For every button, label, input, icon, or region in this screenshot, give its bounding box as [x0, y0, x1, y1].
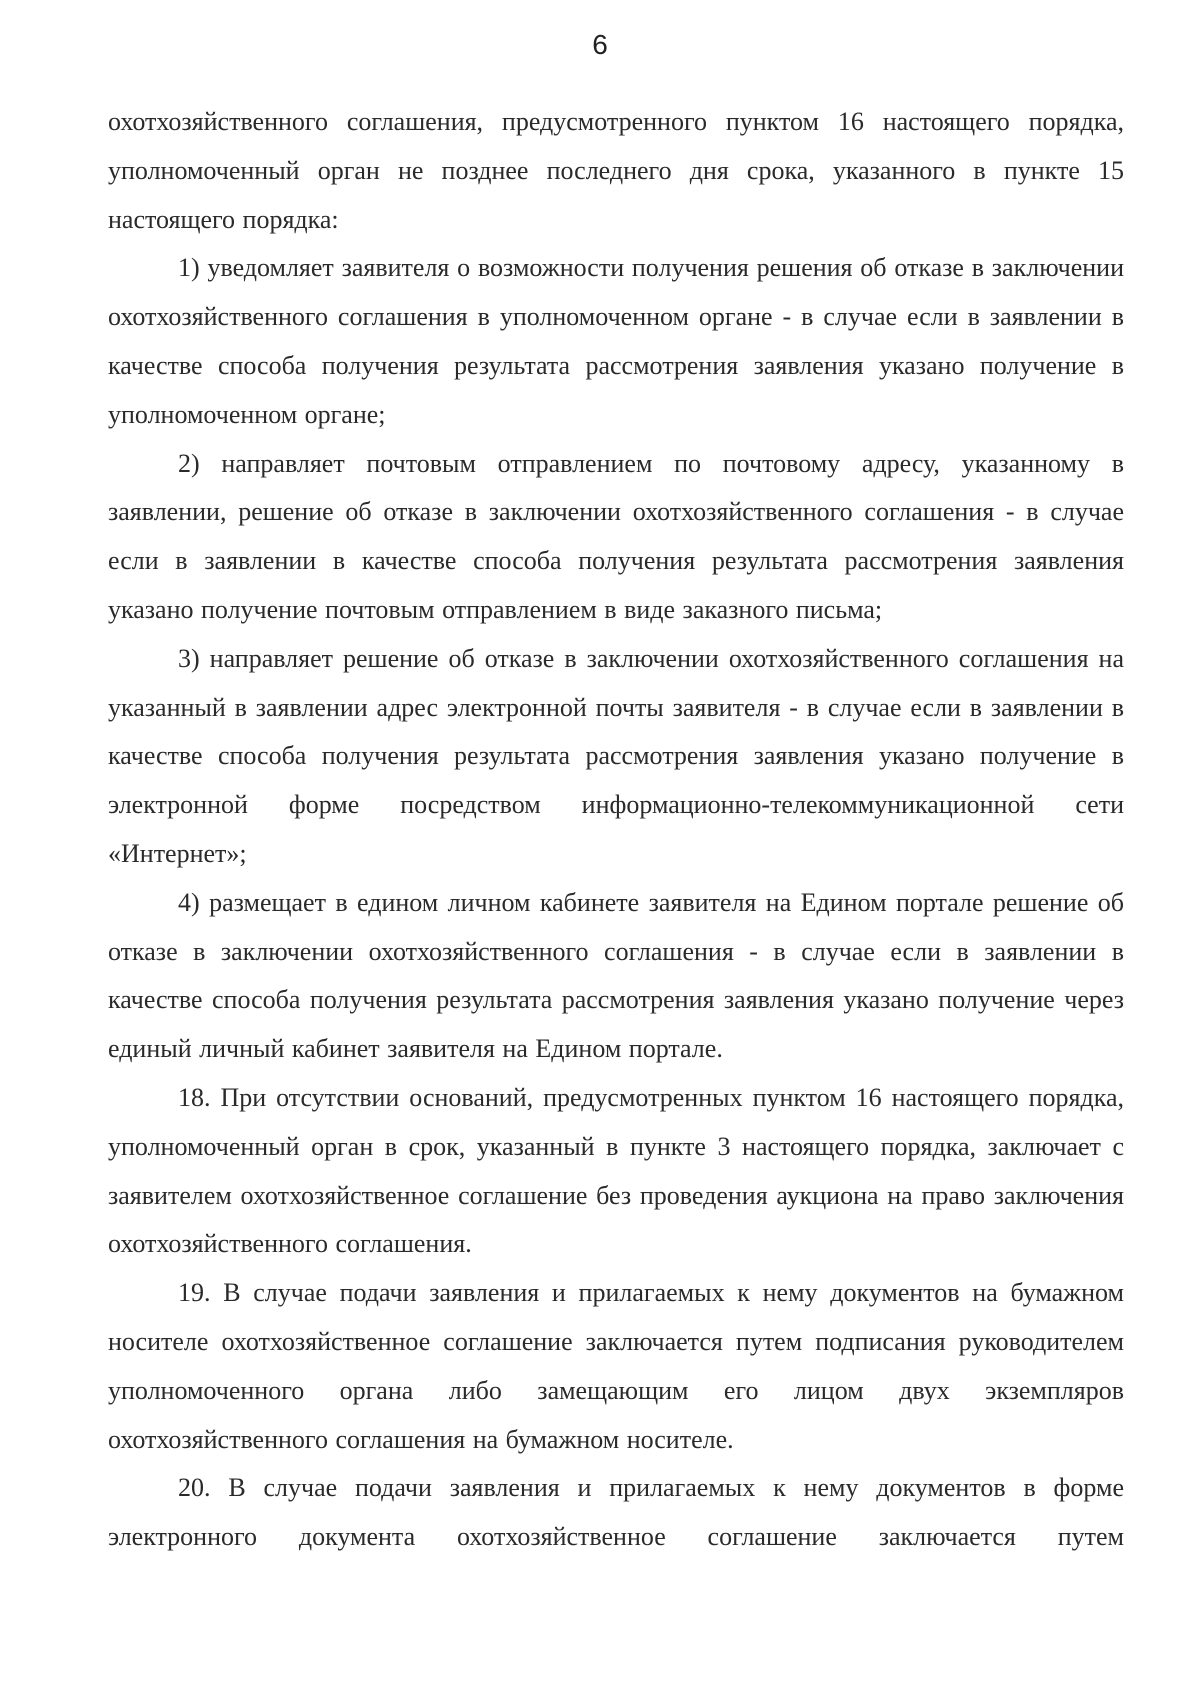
paragraph-clause-19: 19. В случае подачи заявления и прилагаемых к нему документов на бумажном носителе охотхозяйственное соглашение заключается путем подписания руководителем уполномоченного органа либо замещающим его лицом двух экземпляров охотхозяйственного соглашения на бумажном носителе.: [108, 1278, 1124, 1454]
paragraph-item-3: 3) направляет решение об отказе в заключении охотхозяйственного соглашения на указанный в заявлении адрес электронной почты заявителя - в случае если в заявлении в качестве способа получения результата рассмотрения заявления указано получение в электронной форме посредством информационно-телекоммуникационной сети «Интернет»;: [108, 643, 1124, 868]
document-body: [108, 98, 1124, 1562]
paragraph-item-2: 2) направляет почтовым отправлением по почтовому адресу, указанному в заявлении, решение об отказе в заключении охотхозяйственного соглашения - в случае если в заявлении в качестве способа получения результата рассмотрения заявления указано получение почтовым отправлением в виде заказного письма;: [108, 448, 1124, 624]
paragraph-item-4: 4) размещает в едином личном кабинете заявителя на Едином портале решение об отказе в заключении охотхозяйственного соглашения - в случае если в заявлении в качестве способа получения результата рассмотрения заявления указано получение через единый личный кабинет заявителя на Едином портале.: [108, 887, 1124, 1064]
paragraph-continuation: охотхозяйственного соглашения, предусмотренного пунктом 16 настоящего порядка, уполномоченный орган не позднее последнего дня срока, указанного в пункте 15 настоящего порядка:: [108, 107, 1124, 234]
paragraph-clause-20: 20. В случае подачи заявления и прилагаемых к нему документов в форме электронного документа охотхозяйственное соглашение заключается путем: [108, 1473, 1124, 1552]
page-number: 6: [592, 29, 608, 60]
paragraph-item-1: 1) уведомляет заявителя о возможности получения решения об отказе в заключении охотхозяйственного соглашения в уполномоченном органе - в случае если в заявлении в качестве способа получения результата рассмотрения заявления указано получение в уполномоченном органе;: [108, 253, 1124, 429]
paragraph-clause-18: 18. При отсутствии оснований, предусмотренных пунктом 16 настоящего порядка, уполномоченный орган в срок, указанный в пункте 3 настоящего порядка, заключает с заявителем охотхозяйственное соглашение без проведения аукциона на право заключения охотхозяйственного соглашения.: [108, 1082, 1124, 1259]
